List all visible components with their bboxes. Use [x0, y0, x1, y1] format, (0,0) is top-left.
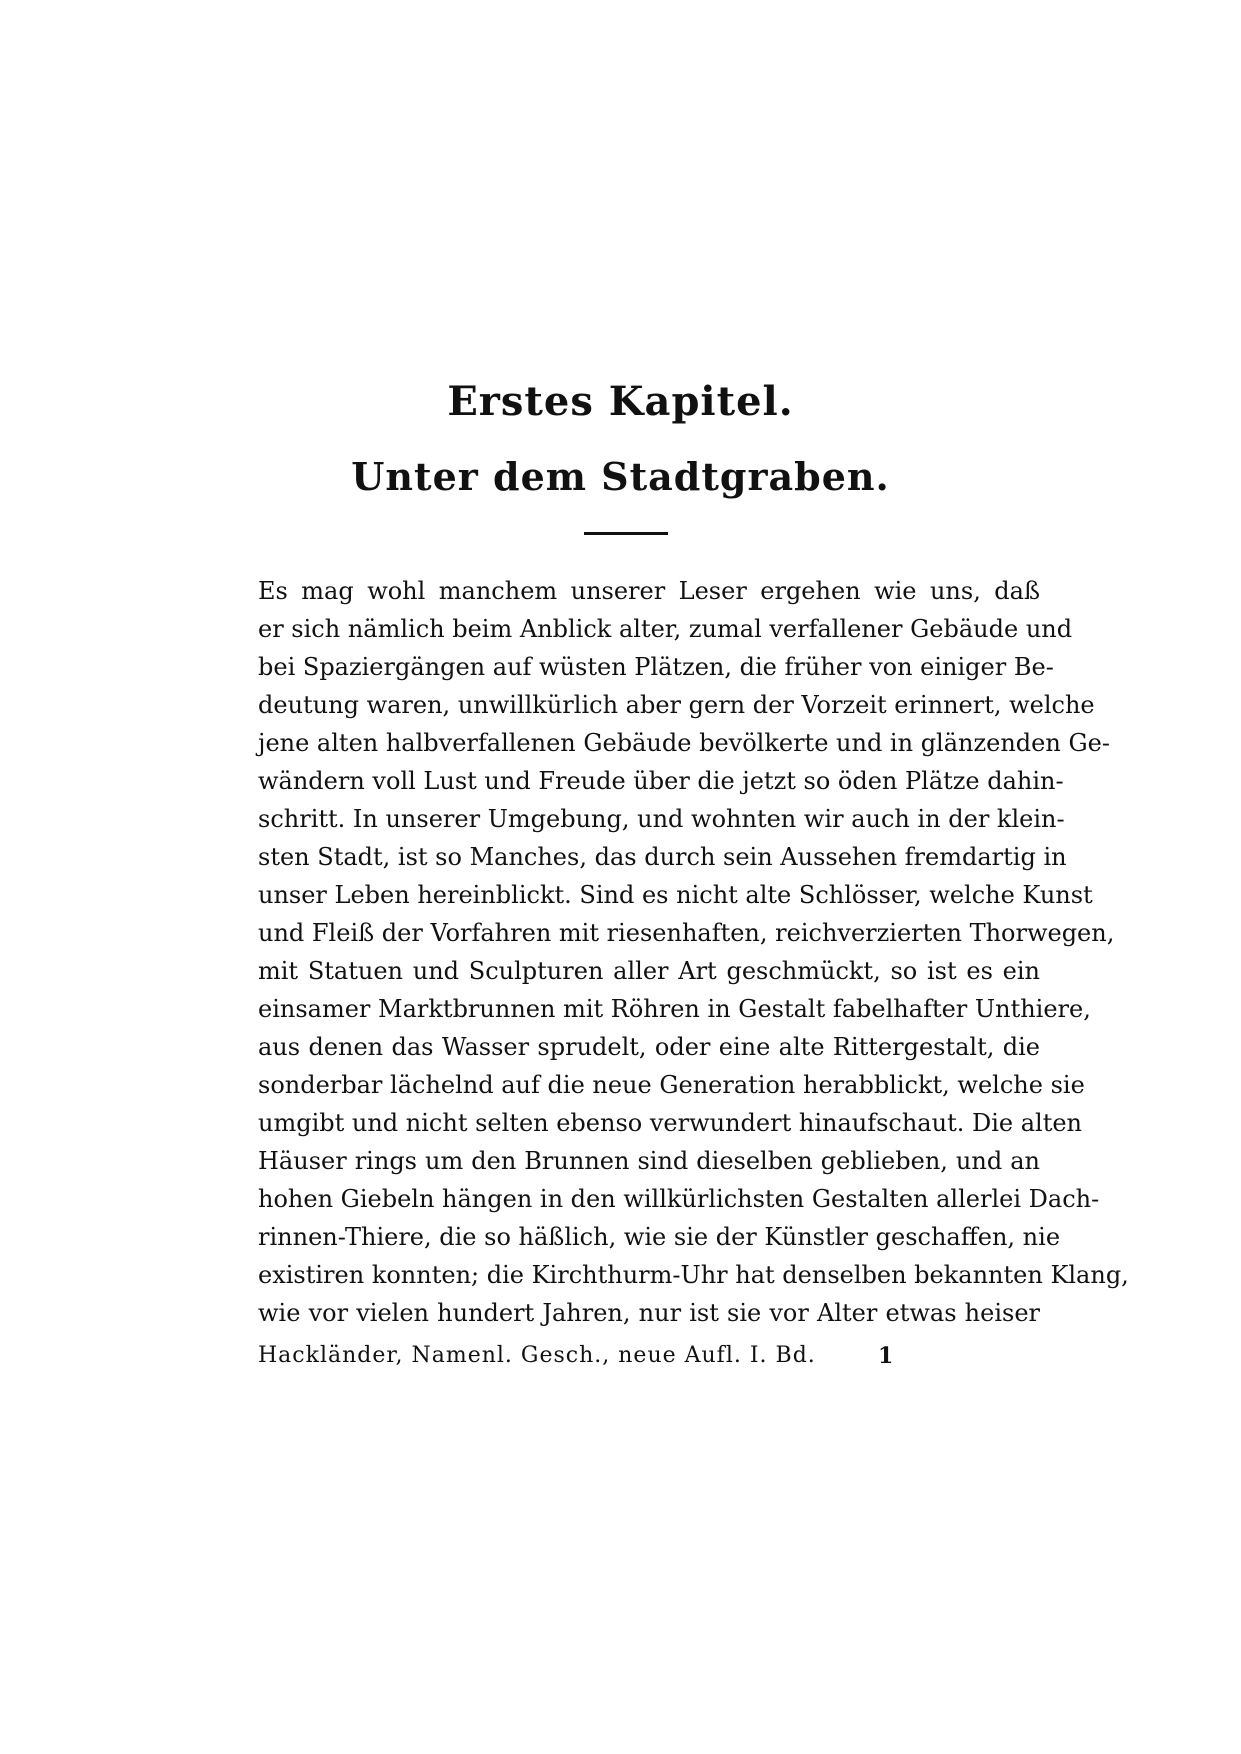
text-line: jene alten halbverfallenen Gebäude bevölkerte und in glänzenden Ge-	[258, 729, 1110, 757]
text-line: wie vor vielen hundert Jahren, nur ist sie vor Alter etwas heiser	[258, 1299, 1040, 1327]
page-footer	[258, 1339, 1040, 1373]
text-line: und Fleiß der Vorfahren mit riesenhaften, reichverzierten Thorwegen,	[258, 919, 1115, 947]
text-line: schritt. In unserer Umgebung, und wohnten wir auch in der klein-	[258, 805, 1065, 833]
text-line: sonderbar lächelnd auf die neue Generation herabblickt, welche sie	[258, 1071, 1085, 1099]
text-line: einsamer Marktbrunnen mit Röhren in Gestalt fabelhafter Unthiere,	[258, 995, 1091, 1023]
text-line: mit Statuen und Sculpturen aller Art geschmückt, so ist es ein	[258, 957, 1040, 985]
body-text	[258, 572, 1129, 1332]
chapter-title: Erstes Kapitel.	[447, 378, 794, 425]
text-line: sten Stadt, ist so Manches, das durch sein Aussehen fremdartig in	[258, 843, 1067, 871]
text-line: er sich nämlich beim Anblick alter, zumal verfallener Gebäude und	[258, 615, 1073, 643]
text-line: aus denen das Wasser sprudelt, oder eine alte Rittergestalt, die	[258, 1033, 1040, 1061]
text-line: deutung waren, unwillkürlich aber gern der Vorzeit erinnert, welche	[258, 691, 1095, 719]
text-line: hohen Giebeln hängen in den willkürlichsten Gestalten allerlei Dach-	[258, 1185, 1100, 1213]
text-line: bei Spaziergängen auf wüsten Plätzen, die früher von einiger Be-	[258, 653, 1054, 681]
text-line: Es mag wohl manchem unserer Leser ergehen wie uns, daß	[258, 577, 1040, 605]
sheet-number: 1	[878, 1343, 894, 1369]
footer-citation: Hackländer, Namenl. Gesch., neue Aufl. I. Bd.	[258, 1343, 816, 1368]
text-line: wändern voll Lust und Freude über die jetzt so öden Plätze dahin-	[258, 767, 1064, 795]
text-line: Häuser rings um den Brunnen sind dieselben geblieben, und an	[258, 1147, 1040, 1175]
title-divider-rule	[584, 532, 668, 535]
text-line: unser Leben hereinblickt. Sind es nicht alte Schlösser, welche Kunst	[258, 881, 1093, 909]
text-line: umgibt und nicht selten ebenso verwundert hinaufschaut. Die alten	[258, 1109, 1083, 1137]
text-line: existiren konnten; die Kirchthurm-Uhr hat denselben bekannten Klang,	[258, 1261, 1129, 1289]
text-line: rinnen-Thiere, die so häßlich, wie sie der Künstler geschaffen, nie	[258, 1223, 1061, 1251]
chapter-subtitle: Unter dem Stadtgraben.	[351, 454, 890, 499]
